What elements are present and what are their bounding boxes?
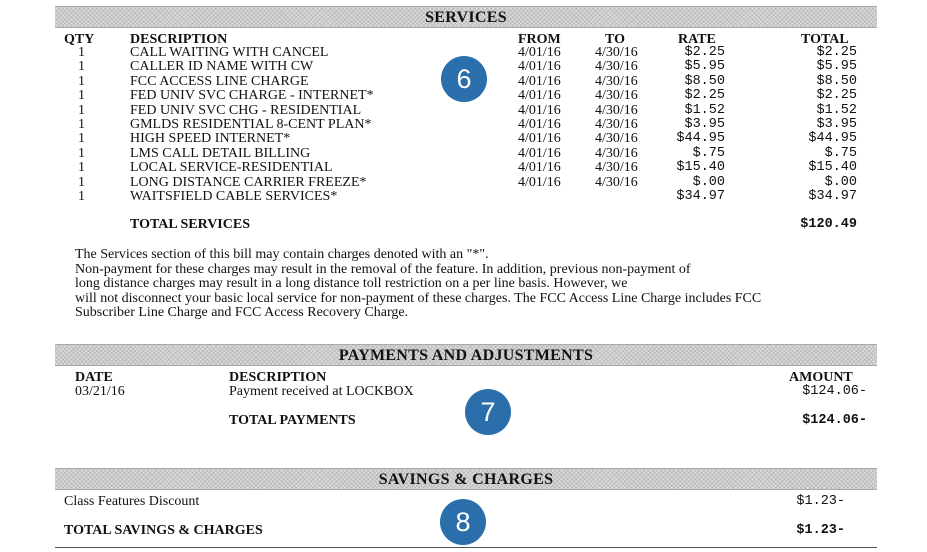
savings-header-bar [55,468,877,490]
row-description: CALL WAITING WITH CANCEL [130,45,329,60]
row-from-date: 4/01/16 [518,45,561,60]
col-header-total: TOTAL [801,32,849,47]
row-qty: 1 [78,131,85,147]
row-rate: $.00 [692,174,725,190]
row-description: LONG DISTANCE CARRIER FREEZE* [130,174,367,190]
total-payments-value: $124.06- [802,413,867,428]
row-to-date: 4/30/16 [595,145,638,161]
row-total: $8.50 [816,73,857,89]
row-to-date: 4/30/16 [595,131,638,147]
col-header-from: FROM [518,32,561,47]
row-qty: 1 [78,117,85,132]
row-total: $5.95 [816,59,857,75]
row-amount: $124.06- [802,384,867,399]
col-header-date: DATE [75,370,113,385]
note-line: Non-payment for these charges may result in the removal of the feature. In addition, previous non-payment of [75,261,691,277]
payments-header-bar [55,344,877,366]
row-date: 03/21/16 [75,384,125,399]
row-description: FED UNIV SVC CHG - RESIDENTIAL [130,102,362,118]
row-rate: $2.25 [684,88,725,104]
note-line: Subscriber Line Charge and FCC Access Recovery Charge. [75,305,409,320]
note-line: will not disconnect your basic local service for non-payment of these charges. The FCC Access Line Charge includes FCC [75,290,762,306]
col-header-amount: AMOUNT [789,370,853,385]
row-to-date: 4/30/16 [595,88,638,104]
row-description: GMLDS RESIDENTIAL 8-CENT PLAN* [130,117,372,132]
row-rate: $5.95 [684,59,725,75]
row-description: Payment received at LOCKBOX [229,384,414,399]
row-rate: $44.95 [676,131,725,147]
step-marker-7: 7 [465,389,511,435]
row-rate: $.75 [692,145,725,161]
row-rate: $15.40 [676,160,725,176]
row-rate: $34.97 [676,189,725,204]
payments-title: PAYMENTS AND ADJUSTMENTS [338,347,594,364]
row-to-date: 4/30/16 [595,59,638,75]
savings-title: SAVINGS & CHARGES [378,471,554,488]
row-to-date: 4/30/16 [595,45,638,60]
row-from-date: 4/01/16 [518,117,561,132]
row-total: $.75 [824,145,857,161]
row-qty: 1 [78,189,85,204]
row-to-date: 4/30/16 [595,73,638,89]
row-total: $34.97 [808,189,857,204]
row-from-date: 4/01/16 [518,145,561,161]
row-qty: 1 [78,174,85,190]
row-total: $.00 [824,174,857,190]
total-savings-value: $1.23- [796,523,845,538]
row-total: $44.95 [808,131,857,147]
step-marker-6: 6 [441,56,487,102]
row-description: CALLER ID NAME WITH CW [130,59,314,75]
row-description: LMS CALL DETAIL BILLING [130,145,311,161]
services-header-bar [55,6,877,28]
note-line: The Services section of this bill may contain charges denoted with an "*". [75,247,489,262]
total-payments-label: TOTAL PAYMENTS [229,413,356,428]
row-total: $2.25 [816,45,857,60]
row-rate: $8.50 [684,73,725,89]
col-header-rate: RATE [678,32,716,47]
col-header-qty: QTY [64,32,95,47]
row-from-date: 4/01/16 [518,73,561,89]
row-to-date: 4/30/16 [595,174,638,190]
row-qty: 1 [78,145,85,161]
row-rate: $3.95 [684,117,725,132]
step-marker-8: 8 [440,499,486,545]
row-description: FCC ACCESS LINE CHARGE [130,73,309,89]
row-amount: $1.23- [796,494,845,509]
row-qty: 1 [78,73,85,89]
note-line: long distance charges may result in a long distance toll restriction on a per line basis. However, we [75,276,628,291]
row-qty: 1 [78,160,85,176]
row-total: $2.25 [816,88,857,104]
row-qty: 1 [78,88,85,104]
row-description: HIGH SPEED INTERNET* [130,131,291,147]
row-from-date: 4/01/16 [518,88,561,104]
row-total: $1.52 [816,102,857,118]
row-qty: 1 [78,102,85,118]
row-from-date: 4/01/16 [518,131,561,147]
bottom-rule [55,547,877,548]
col-header-payment-description: DESCRIPTION [229,370,327,385]
row-rate: $1.52 [684,102,725,118]
row-description: FED UNIV SVC CHARGE - INTERNET* [130,88,374,104]
row-total: $3.95 [816,117,857,132]
row-description: LOCAL SERVICE-RESIDENTIAL [130,160,333,176]
row-to-date: 4/30/16 [595,102,638,118]
row-to-date: 4/30/16 [595,117,638,132]
row-from-date: 4/01/16 [518,174,561,190]
row-from-date: 4/01/16 [518,102,561,118]
row-qty: 1 [78,59,85,75]
total-services-label: TOTAL SERVICES [130,217,250,232]
row-from-date: 4/01/16 [518,160,561,176]
services-title: SERVICES [425,9,507,26]
total-services-value: $120.49 [800,217,857,232]
row-total: $15.40 [808,160,857,176]
row-to-date: 4/30/16 [595,160,638,176]
row-from-date: 4/01/16 [518,59,561,75]
col-header-description: DESCRIPTION [130,32,228,47]
row-rate: $2.25 [684,45,725,60]
col-header-to: TO [605,32,625,47]
total-savings-label: TOTAL SAVINGS & CHARGES [64,523,263,538]
row-description: Class Features Discount [64,494,200,509]
row-qty: 1 [78,45,85,60]
row-description: WAITSFIELD CABLE SERVICES* [130,189,338,204]
